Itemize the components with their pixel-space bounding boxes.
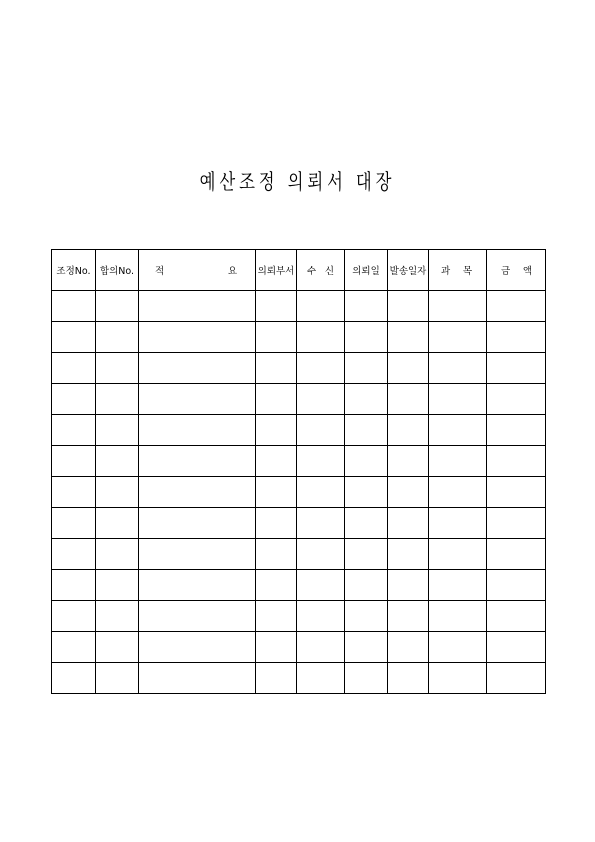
table-cell[interactable] [96, 539, 139, 570]
table-cell[interactable] [388, 663, 429, 694]
table-cell[interactable] [52, 539, 96, 570]
table-cell[interactable] [96, 601, 139, 632]
table-cell[interactable] [487, 632, 546, 663]
table-cell[interactable] [487, 663, 546, 694]
table-cell[interactable] [487, 291, 546, 322]
table-cell[interactable] [429, 570, 487, 601]
table-cell[interactable] [139, 415, 256, 446]
table-cell[interactable] [297, 508, 345, 539]
table-cell[interactable] [345, 384, 388, 415]
table-cell[interactable] [345, 415, 388, 446]
table-cell[interactable] [256, 322, 297, 353]
table-cell[interactable] [96, 508, 139, 539]
table-cell[interactable] [297, 570, 345, 601]
table-cell[interactable] [487, 446, 546, 477]
table-cell[interactable] [96, 446, 139, 477]
table-cell[interactable] [345, 508, 388, 539]
header-adjust-no [52, 250, 96, 291]
table-row [52, 632, 546, 663]
table-cell[interactable] [52, 601, 96, 632]
table-cell[interactable] [388, 632, 429, 663]
table-cell[interactable] [96, 384, 139, 415]
table-cell[interactable] [256, 477, 297, 508]
table-cell[interactable] [96, 353, 139, 384]
table-cell[interactable] [96, 322, 139, 353]
header-adjust-no-label: 조정No. [56, 266, 91, 277]
table-cell[interactable] [139, 384, 256, 415]
table-cell[interactable] [429, 601, 487, 632]
table-cell[interactable] [345, 291, 388, 322]
table-cell[interactable] [297, 446, 345, 477]
table-row [52, 446, 546, 477]
table-cell[interactable] [429, 446, 487, 477]
header-request-dept-label: 의뢰부서 [257, 266, 295, 277]
table-cell[interactable] [487, 353, 546, 384]
table-row [52, 291, 546, 322]
table-cell[interactable] [345, 322, 388, 353]
table-cell[interactable] [256, 384, 297, 415]
table-cell[interactable] [487, 322, 546, 353]
table-cell[interactable] [256, 291, 297, 322]
header-request-date-label: 의뢰일 [352, 266, 380, 277]
header-consult-no [96, 250, 139, 291]
table-cell[interactable] [139, 322, 256, 353]
table-cell[interactable] [388, 539, 429, 570]
header-send-date [388, 250, 429, 291]
table-cell[interactable] [52, 663, 96, 694]
table-cell[interactable] [487, 539, 546, 570]
table-cell[interactable] [345, 539, 388, 570]
table-cell[interactable] [52, 477, 96, 508]
table-cell[interactable] [96, 477, 139, 508]
page-title: 예산조정 의뢰서 대장 [199, 170, 396, 194]
table-cell[interactable] [345, 353, 388, 384]
table-cell[interactable] [52, 353, 96, 384]
table-cell[interactable] [388, 508, 429, 539]
table-cell[interactable] [487, 508, 546, 539]
table-cell[interactable] [297, 384, 345, 415]
table-cell[interactable] [388, 477, 429, 508]
table-cell[interactable] [429, 663, 487, 694]
header-summary-label-2: 요 [227, 266, 237, 277]
table-cell[interactable] [345, 663, 388, 694]
table-row [52, 322, 546, 353]
header-subject [429, 250, 487, 291]
table-cell[interactable] [429, 384, 487, 415]
table-cell[interactable] [297, 663, 345, 694]
table-cell[interactable] [96, 570, 139, 601]
table-cell[interactable] [345, 446, 388, 477]
table-cell[interactable] [429, 322, 487, 353]
table-cell[interactable] [256, 570, 297, 601]
table-cell[interactable] [139, 632, 256, 663]
header-subject-label-2: 목 [462, 266, 472, 277]
header-recipient [297, 250, 345, 291]
table-row [52, 415, 546, 446]
header-summary-label-1: 적 [155, 266, 165, 277]
table-cell[interactable] [52, 570, 96, 601]
header-summary [139, 250, 256, 291]
table-cell[interactable] [52, 322, 96, 353]
header-amount [487, 250, 546, 291]
table-row [52, 477, 546, 508]
table-cell[interactable] [345, 570, 388, 601]
header-row [52, 250, 546, 291]
table-cell[interactable] [487, 601, 546, 632]
table-cell[interactable] [139, 446, 256, 477]
table-cell[interactable] [297, 353, 345, 384]
table-cell[interactable] [429, 291, 487, 322]
table-cell[interactable] [52, 384, 96, 415]
table-cell[interactable] [139, 570, 256, 601]
header-recipient-label-2: 신 [324, 266, 334, 277]
table-cell[interactable] [429, 353, 487, 384]
table-cell[interactable] [139, 477, 256, 508]
table-cell[interactable] [487, 570, 546, 601]
table-cell[interactable] [52, 508, 96, 539]
table-cell[interactable] [297, 415, 345, 446]
table-cell[interactable] [388, 570, 429, 601]
table-cell[interactable] [297, 477, 345, 508]
ledger-table [51, 249, 546, 694]
header-send-date-label: 발송일자 [389, 266, 427, 277]
table-cell[interactable] [52, 291, 96, 322]
table-cell[interactable] [52, 632, 96, 663]
table-cell[interactable] [139, 601, 256, 632]
table-cell[interactable] [429, 539, 487, 570]
table-cell[interactable] [139, 353, 256, 384]
table-cell[interactable] [487, 415, 546, 446]
table-cell[interactable] [429, 477, 487, 508]
table-cell[interactable] [96, 415, 139, 446]
table-row [52, 508, 546, 539]
table-cell[interactable] [345, 632, 388, 663]
table-cell[interactable] [388, 384, 429, 415]
table-cell[interactable] [345, 601, 388, 632]
table-cell[interactable] [388, 322, 429, 353]
table-cell[interactable] [297, 601, 345, 632]
table-row [52, 353, 546, 384]
ledger-body [52, 291, 546, 694]
table-cell[interactable] [345, 477, 388, 508]
table-cell[interactable] [96, 663, 139, 694]
table-cell[interactable] [139, 508, 256, 539]
table-cell[interactable] [388, 601, 429, 632]
table-cell[interactable] [139, 291, 256, 322]
table-cell[interactable] [388, 415, 429, 446]
table-cell[interactable] [52, 446, 96, 477]
table-cell[interactable] [487, 477, 546, 508]
table-cell[interactable] [139, 539, 256, 570]
header-request-date [345, 250, 388, 291]
table-cell[interactable] [256, 601, 297, 632]
table-cell[interactable] [429, 508, 487, 539]
table-cell[interactable] [388, 291, 429, 322]
header-request-dept [256, 250, 297, 291]
table-row [52, 539, 546, 570]
header-amount-label-2: 액 [522, 266, 532, 277]
table-cell[interactable] [256, 353, 297, 384]
table-cell[interactable] [52, 415, 96, 446]
table-row [52, 384, 546, 415]
table-cell[interactable] [256, 415, 297, 446]
table-cell[interactable] [297, 632, 345, 663]
table-cell[interactable] [388, 446, 429, 477]
table-row [52, 663, 546, 694]
table-cell[interactable] [256, 539, 297, 570]
table-cell[interactable] [297, 539, 345, 570]
table-cell[interactable] [429, 415, 487, 446]
table-cell[interactable] [256, 663, 297, 694]
table-cell[interactable] [388, 353, 429, 384]
table-cell[interactable] [256, 446, 297, 477]
header-recipient-label-1: 수 [307, 266, 317, 277]
table-cell[interactable] [297, 322, 345, 353]
header-amount-label-1: 금 [501, 266, 511, 277]
header-subject-label-1: 과 [441, 266, 451, 277]
table-cell[interactable] [139, 663, 256, 694]
table-cell[interactable] [96, 291, 139, 322]
table-cell[interactable] [429, 632, 487, 663]
table-cell[interactable] [256, 632, 297, 663]
table-cell[interactable] [96, 632, 139, 663]
table-row [52, 601, 546, 632]
table-cell[interactable] [256, 508, 297, 539]
header-consult-no-label: 합의No. [99, 266, 135, 277]
table-row [52, 570, 546, 601]
table-cell[interactable] [297, 291, 345, 322]
table-cell[interactable] [487, 384, 546, 415]
